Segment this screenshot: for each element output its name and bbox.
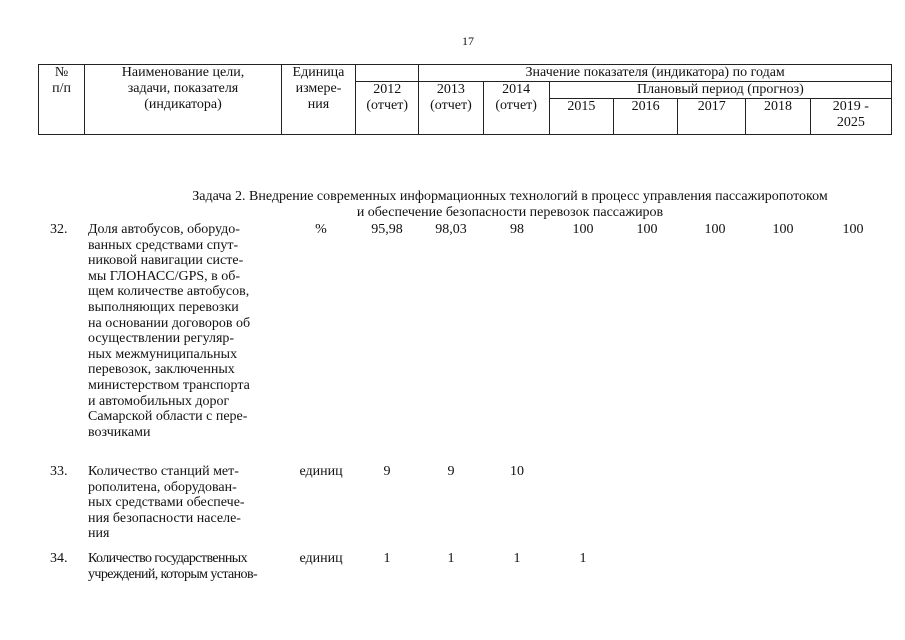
- year-label: 2019 -: [832, 99, 869, 114]
- indicator-name: [88, 222, 278, 440]
- unit: %: [315, 222, 327, 237]
- name-line: осуществлении регуляр-: [88, 331, 235, 347]
- header-year-2016: [613, 99, 677, 135]
- year-label: 2016: [631, 99, 660, 114]
- header-year-2015: [549, 99, 613, 135]
- header-year-2012: [356, 82, 419, 135]
- header-year-2018: [746, 99, 810, 135]
- name-line: ных средствами обеспече-: [88, 495, 245, 511]
- task-title-line: Задача 2. Внедрение современных информационных технологий в процесс управления пассажиропотоком: [192, 189, 828, 204]
- value-2012: 95,98: [371, 222, 403, 237]
- task-title: [120, 189, 900, 221]
- name-line: на основании договоров об: [88, 315, 251, 331]
- header-year-2017: [678, 99, 746, 135]
- value-2014: 10: [510, 464, 524, 479]
- year-label: 2013: [436, 82, 465, 97]
- header-blank: [356, 65, 419, 82]
- name-line: ния: [88, 526, 110, 542]
- name-line: Количество станций мет-: [88, 464, 239, 479]
- header-num-line: п/п: [52, 81, 72, 96]
- header-year-2013: [419, 82, 483, 135]
- row-number: 33.: [50, 464, 68, 479]
- header-name-line: (индикатора): [144, 97, 222, 112]
- indicator-table-header: [38, 64, 892, 135]
- name-line: никовой навигации систе-: [88, 253, 244, 269]
- indicator-name: [88, 464, 278, 542]
- year-label: 2018: [764, 99, 793, 114]
- header-name-line: Наименование цели,: [121, 65, 245, 80]
- value-2018: 100: [772, 222, 794, 237]
- year-label: 2025: [836, 115, 865, 130]
- year-label: 2014: [502, 82, 531, 97]
- unit: единиц: [299, 551, 343, 566]
- indicator-name: [88, 551, 278, 582]
- header-name: [85, 65, 282, 135]
- name-line: ных межмуниципальных: [88, 346, 238, 362]
- name-line: учреждений, которым установ-: [88, 566, 258, 582]
- name-line: ния безопасности населе-: [88, 510, 241, 526]
- value-2015: 100: [572, 222, 594, 237]
- header-unit: [281, 65, 355, 135]
- value-2014: 1: [513, 551, 521, 566]
- year-note: (отчет): [430, 98, 472, 113]
- year-note: (отчет): [495, 98, 537, 113]
- header-planned-title: Плановый период (прогноз): [549, 82, 891, 99]
- header-values-title: Значение показателя (индикатора) по годам: [419, 65, 892, 82]
- name-line: рополитена, оборудован-: [88, 479, 237, 495]
- header-name-line: задачи, показателя: [127, 81, 239, 96]
- year-label: 2015: [567, 99, 596, 114]
- header-num-line: №: [54, 65, 69, 80]
- name-line: и автомобильных дорог: [88, 393, 230, 409]
- name-line: выполняющих перевозки: [88, 299, 239, 315]
- header-unit-line: Единица: [292, 65, 345, 80]
- value-2012: 1: [383, 551, 391, 566]
- unit: единиц: [299, 464, 343, 479]
- row-number: 32.: [50, 222, 68, 237]
- row-number: 34.: [50, 551, 68, 566]
- header-num: [39, 65, 85, 135]
- task-title-line: и обеспечение безопасности перевозок пассажиров: [356, 205, 664, 220]
- value-2013: 98,03: [435, 222, 467, 237]
- header-unit-line: измере-: [295, 81, 342, 96]
- year-note: (отчет): [366, 98, 409, 113]
- name-line: Доля автобусов, оборудо-: [88, 222, 240, 237]
- value-2013: 1: [447, 551, 455, 566]
- name-line: мы ГЛОНАСС/GPS, в об-: [88, 268, 241, 284]
- value-2014: 98: [510, 222, 524, 237]
- name-line: ванных средствами спут-: [88, 237, 239, 253]
- year-label: 2012: [373, 82, 402, 97]
- header-year-2014: [483, 82, 549, 135]
- header-unit-line: ния: [307, 97, 330, 112]
- value-2019-2025: 100: [842, 222, 864, 237]
- value-2013: 9: [447, 464, 455, 479]
- value-2017: 100: [704, 222, 726, 237]
- name-line: возчиками: [88, 424, 151, 440]
- name-line: министерством транспорта: [88, 377, 250, 393]
- value-2016: 100: [636, 222, 658, 237]
- year-label: 2017: [697, 99, 726, 114]
- value-2015: 1: [579, 551, 587, 566]
- name-line: щем количестве автобусов,: [88, 284, 250, 300]
- name-line: Количество государственных: [88, 551, 247, 566]
- value-2012: 9: [383, 464, 391, 479]
- name-line: перевозок, заключенных: [88, 362, 235, 378]
- page-number: 17: [462, 34, 474, 48]
- header-year-2019-2025: [810, 99, 891, 135]
- name-line: Самарской области с пере-: [88, 409, 248, 425]
